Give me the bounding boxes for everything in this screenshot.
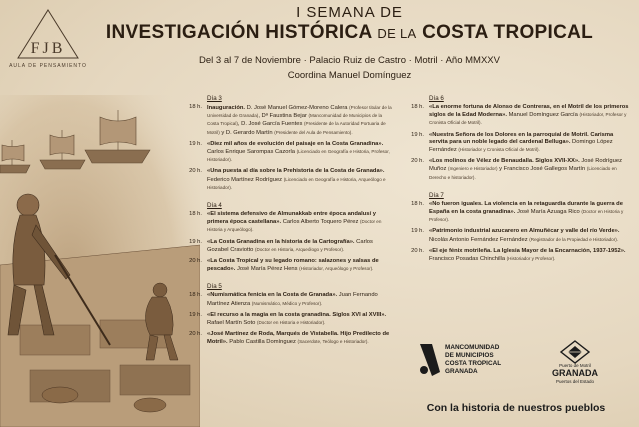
speaker-credentials: (Profesor titular de la Universidad de Granada) xyxy=(207,105,392,119)
event-description xyxy=(429,104,630,128)
speaker-credentials: (Licenciado en Derecho e historiador). xyxy=(429,166,617,180)
speaker-name: Nicolás Antonio Fernández Fernández xyxy=(429,236,530,243)
program-left-column xyxy=(180,95,392,351)
speaker-name: , D. José García Fuentes xyxy=(237,121,304,128)
mancomunidad-line: DE MUNICIPIOS xyxy=(445,352,494,359)
event-description xyxy=(207,239,392,254)
header-title xyxy=(0,22,639,44)
event-description xyxy=(429,201,630,225)
event-time: 20 h. xyxy=(411,158,424,165)
speaker-credentials: (Historiador y Cronista Oficial de Motril). xyxy=(458,147,540,153)
event-row xyxy=(180,312,392,327)
historical-illustration xyxy=(0,95,200,427)
event-row xyxy=(402,201,630,225)
speaker-credentials: (Doctor en Historia, Arqueólogo y Profesor). xyxy=(255,246,345,252)
event-description xyxy=(207,292,392,307)
event-row xyxy=(402,132,630,155)
program-right-column xyxy=(402,95,630,267)
speaker-credentials: (Presidente del Aula de Pensamiento). xyxy=(274,129,353,135)
event-description xyxy=(207,141,392,165)
event-row xyxy=(180,331,392,346)
event-time: 19 h. xyxy=(189,238,202,245)
event-title: «La Costa Granadina en la historia de la Cartografía». xyxy=(207,238,355,245)
mancomunidad-line: MANCOMUNIDAD xyxy=(445,344,500,351)
puerto-motril-logo xyxy=(535,340,615,395)
speaker-credentials: (Licenciado en Geografía e Historia, Arqueólogo e Historiador). xyxy=(207,176,386,190)
event-time: 19 h. xyxy=(411,131,424,138)
speaker-name: Francisco Posadas Chinchilla xyxy=(429,256,507,263)
event-time: 18 h. xyxy=(411,104,424,110)
illustration-svg xyxy=(0,95,200,427)
sponsor-logos xyxy=(418,340,633,395)
speaker-name: , Dª Faustina Bejar xyxy=(258,113,309,120)
event-description xyxy=(207,331,392,346)
event-description xyxy=(207,104,392,137)
mancomunidad-line: COSTA TROPICAL xyxy=(445,360,502,367)
event-title: «Numismática fenicia en la Costa de Granada». xyxy=(207,292,338,299)
event-time: 19 h. xyxy=(189,311,202,318)
event-row xyxy=(180,239,392,254)
event-time: 18 h. xyxy=(189,292,202,299)
puerto-line3: Puertos del Estado xyxy=(555,379,595,384)
speaker-name: Rafael Martín Soto xyxy=(207,320,257,327)
day-label: Día 7 xyxy=(429,191,444,199)
event-description xyxy=(207,168,392,192)
event-title: «El recurso a la magia en la costa granadina. Siglos XVI al XVIII». xyxy=(207,311,387,318)
event-description xyxy=(429,228,630,243)
speaker-credentials: (Presidente de la Autoridad Portuaria de Motril) xyxy=(207,121,386,135)
speaker-name: Federico Martínez Rodríguez xyxy=(207,176,284,183)
event-title: «Patrimonio industrial azucarero en Almuñécar y valle del río Verde». xyxy=(429,228,620,235)
event-title: «La Costa Tropical y su legado romano: salazones y salsas de pescado». xyxy=(207,258,379,273)
speaker-credentials: (Licenciado en Geografía e Historia, Profesor, Historiador). xyxy=(207,149,390,163)
event-title: Inauguración. xyxy=(207,105,246,111)
speaker-credentials: (Numismático, Médico y Profesor). xyxy=(251,300,323,306)
event-description xyxy=(207,211,392,235)
speaker-credentials: (Mancomunidad de Municipios de la Costa Tropical) xyxy=(207,113,383,127)
speaker-name: Carlos Gozabel Craviotto xyxy=(207,238,373,253)
day-label: Día 4 xyxy=(207,202,222,210)
mancomunidad-text xyxy=(445,344,501,376)
event-title: «La enorme fortuna de Alonso de Contreras, en el Motril de los primeros siglos de la Edad Moderna». xyxy=(429,104,629,119)
speaker-credentials: (Registrador de la Propiedad e Historiador). xyxy=(529,236,619,242)
event-description xyxy=(429,132,630,155)
mancomunidad-logo xyxy=(418,340,518,380)
speaker-credentials: (Doctor en Historia y Arqueólogo). xyxy=(207,219,382,233)
header-coordination: Coordina Manuel Domínguez xyxy=(287,70,412,81)
puerto-line1: Puerto de Motril xyxy=(559,363,591,368)
header-subtitle: I SEMANA DE xyxy=(296,4,403,21)
day-label: Día 6 xyxy=(429,95,444,102)
event-title: «Una puesta al día sobre la Prehistoria de la Costa de Granada». xyxy=(207,168,385,175)
event-title: «Diez mil años de evolución del paisaje en la Costa Granadina». xyxy=(207,140,384,147)
event-time: 18 h. xyxy=(189,104,202,110)
event-time: 19 h. xyxy=(189,140,202,147)
speaker-name: Pablo Castilla Domínguez xyxy=(227,339,298,346)
title-part2: COSTA TROPICAL xyxy=(422,22,594,43)
event-time: 20 h. xyxy=(189,168,202,175)
speaker-credentials: (Historiador, Profesor y Cronista Oficial de Motril). xyxy=(429,112,627,126)
fjb-caption: AULA DE PENSAMIENTO xyxy=(9,63,87,69)
event-title: «José Martínez de Roda, Marqués de Vistabella. Hijo Predilecto de Motril». xyxy=(207,331,390,346)
event-row xyxy=(402,228,630,243)
event-time: 18 h. xyxy=(411,200,424,207)
event-row xyxy=(180,104,392,137)
event-description xyxy=(429,158,630,182)
event-time: 20 h. xyxy=(189,258,202,265)
event-row xyxy=(180,141,392,165)
speaker-name: José María Azuaga Rico xyxy=(515,209,582,216)
mancomunidad-mark-icon xyxy=(418,342,442,378)
event-description xyxy=(207,258,392,273)
event-title: «El sistema defensivo de Almunakkab entre época andalusí y primera época castellana». xyxy=(207,211,376,226)
event-title: «El eje fénix motrileña. La Iglesia Mayor de la Encarnación, 1937-1952». xyxy=(429,247,626,254)
event-time: 20 h. xyxy=(411,247,424,254)
fjb-mark: FJB xyxy=(30,40,66,57)
speaker-credentials: (Sacerdote, Teólogo e Historiador). xyxy=(297,339,369,345)
speaker-name: y Francisco José Gallegos Martín xyxy=(497,166,587,173)
event-description xyxy=(429,248,630,263)
day-label: Día 3 xyxy=(207,95,222,102)
event-row xyxy=(180,292,392,307)
speaker-credentials: (Ingeniero e Historiador) xyxy=(448,166,498,172)
event-description xyxy=(207,312,392,327)
event-row xyxy=(402,248,630,263)
speaker-name: Domingo López Fernández xyxy=(429,138,613,154)
speaker-name: Manuel Domínguez García xyxy=(506,112,580,119)
event-time: 20 h. xyxy=(189,331,202,338)
event-row xyxy=(180,168,392,192)
speaker-name: José María Pérez Hens xyxy=(235,266,300,273)
event-title: «Los molinos de Vélez de Benaudalla. Siglos XVII-XX». xyxy=(429,158,580,165)
speaker-name: Carlos Alberto Toquero Pérez xyxy=(281,219,360,226)
header-info: Del 3 al 7 de Noviembre · Palacio Ruiz de Castro · Motril · Año MMXXV xyxy=(199,55,500,66)
title-de: DE LA xyxy=(377,26,417,41)
event-time: 19 h. xyxy=(411,228,424,235)
speaker-name: José Rodríguez Muñoz xyxy=(429,158,622,173)
speaker-name: Juan Fernando Martínez Atienza xyxy=(207,292,378,307)
event-title: «No fueron iguales. La violencia en la retaguardia durante la guerra de España en la costa granadina». xyxy=(429,200,623,216)
event-row xyxy=(180,258,392,273)
mancomunidad-line: GRANADA xyxy=(445,368,478,375)
speaker-name: Carlos Enrique Sarompas Cazorla xyxy=(207,149,297,156)
event-title: «Nuestra Señora de los Dolores en la parroquial de Motril. Carisma servita para un noble legado del cardenal Belluga». xyxy=(429,131,614,145)
event-row xyxy=(402,158,630,182)
puerto-mark-icon xyxy=(560,340,590,364)
footer-tagline: Con la historia de nuestros pueblos xyxy=(426,402,606,414)
speaker-credentials: (Historiador, Arqueólogo y Profesor). xyxy=(299,266,374,272)
speaker-name: y D. Gerardo Martín xyxy=(219,129,275,136)
title-part1: INVESTIGACIÓN HISTÓRICA xyxy=(105,22,372,43)
event-row xyxy=(402,104,630,128)
event-time: 18 h. xyxy=(189,211,202,218)
speaker-name: D. José Manuel Gómez-Moreno Calera xyxy=(245,105,350,111)
event-row xyxy=(180,211,392,235)
day-label: Día 5 xyxy=(207,283,222,291)
speaker-credentials: (Historiador y Profesor). xyxy=(506,256,556,262)
speaker-credentials: (Doctor en Historia y Profesor). xyxy=(429,209,624,223)
puerto-line2: GRANADA xyxy=(552,368,598,378)
speaker-credentials: (Doctor en Historia e Historiador). xyxy=(256,320,326,326)
